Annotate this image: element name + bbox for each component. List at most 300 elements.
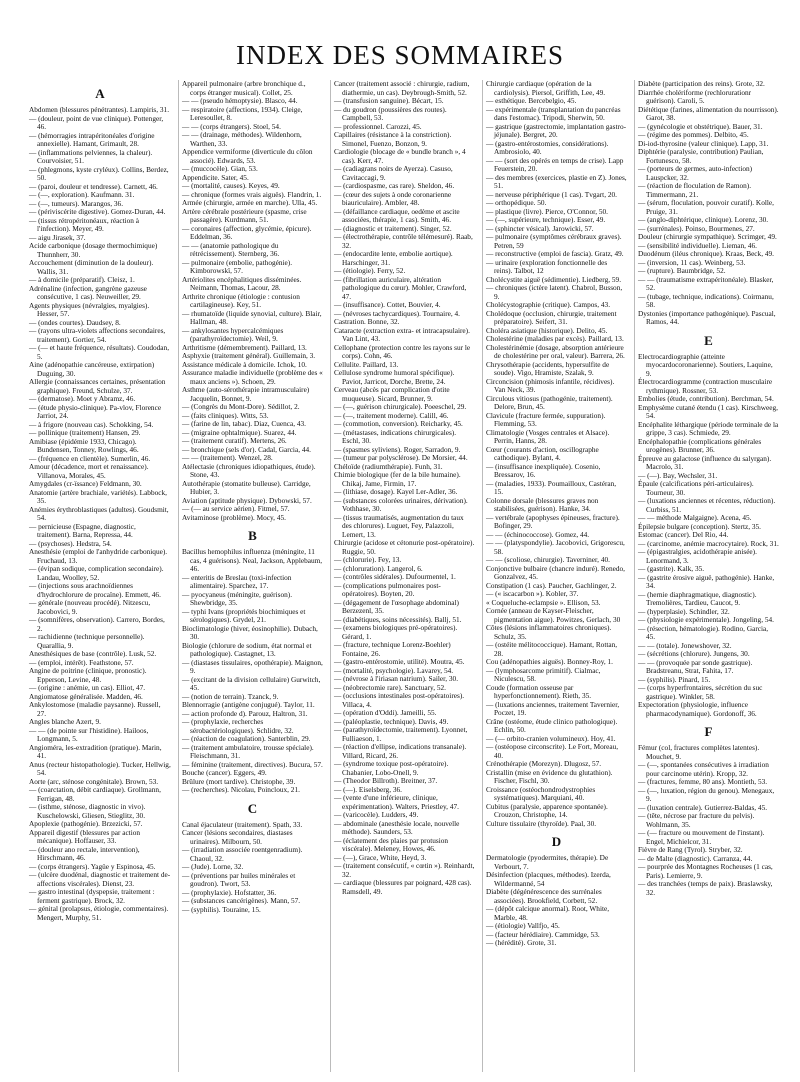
index-entry: — — (drainage, méthodes). Wildenhorn, Warthen, 33.: [182, 130, 302, 148]
index-entry: Appareil digestif (blessures par action mécanique). Hoffauser, 33.: [29, 827, 141, 845]
index-entry: — (néobrectomie rare). Sanctuary, 52.: [334, 682, 446, 692]
index-entry: — (chlorurie). Fey, 13.: [334, 555, 402, 564]
index-entry: — expérimentale (transplantation du pancréas dans l'estomac). Tripodi, Sherwin, 50.: [486, 104, 621, 122]
index-entry: — (syphilis). Touraine, 15.: [182, 904, 261, 914]
index-entry: Assurance maladie individuelle (problème des « maux anciens »). Schoen, 29.: [182, 368, 323, 386]
index-entry: Cancer (lésions secondaires, diastases urinaires). Milbourn, 50.: [182, 828, 293, 846]
index-entry: — (spasmes syliviens). Roger, Sarradon, 9.: [334, 444, 461, 454]
index-entry: Amibiase (épidémie 1933, Chicago). Bundensen, Tonney, Rowlings, 46.: [29, 436, 139, 454]
index-entry: — — (provoquée par sonde gastrique). Bradstreanu, Strat, Fahita, 17.: [638, 657, 753, 675]
index-entry: — (— orbito-cranien volumineux). Hoy, 41.: [486, 733, 616, 743]
index-entry: — (étiologie) Vallfjo, 45.: [486, 921, 560, 930]
index-entry: — (Jude). Lorne, 32.: [182, 862, 244, 871]
index-entry: Ankylostomose (maladie paysanne). Russell, 27.: [29, 700, 161, 718]
index-entry: Cristallin (mise en évidence du glutathion). Fischer, Fischl, 30.: [486, 767, 613, 785]
index-entry: — reconstructive (emploi de fascia). Gratz, 49.: [486, 249, 624, 258]
index-entry: Brûlure (mort tardive). Christophe, 39.: [182, 776, 296, 786]
index-entry: Bioclimatologie (hiver, éosinophilie). Dubach, 30.: [182, 623, 318, 641]
index-entry: — (paléoplastie, technique). Davis, 49.: [334, 716, 449, 726]
index-entry: Cornée (anneau de Kayser-Fleischer, pigmentation aigue). Powitzes, Gerlach, 30: [486, 606, 621, 624]
index-entry: — (—), Grace, White, Heyd, 3.: [334, 852, 427, 862]
index-entry: — (fréquence en clientèle). Sumerlin, 46.: [29, 453, 151, 463]
index-entry: Asthme (auto-sérothérapie intramusculaire) Jacquelin, Bonnet, 9.: [182, 385, 310, 403]
index-entry: — (gastro-entérostomies, considérations). Ambrosiolo, 40.: [486, 138, 609, 156]
index-entry: — ankylosantes hypercalcémiques (parathyroïdectomie). Weil, 9.: [182, 325, 284, 343]
index-entry: — — (pseudo hémoptysie). Blasco, 44.: [182, 96, 298, 105]
index-entry: — (diagnostic et traitement). Singer, 52.: [334, 223, 452, 233]
index-entry: — (isthme, sténose, diagnostic in vivo). Kuschelowski, Gliesen, Stieglitz, 30.: [29, 802, 146, 820]
index-entry: — (physiologie expérimentale). Jongeling, 54.: [638, 615, 774, 624]
index-entry: — — (platyspondylie). Jacobovici, Grigorescu, 58.: [486, 538, 625, 556]
index-entry: — (hyperplasie). Schindler, 32.: [638, 606, 730, 616]
index-entry: — (luxations anciennes et récentes, réduction). Curbiss, 51.: [638, 496, 776, 514]
index-entry: — (psychoses). Hedstra, 54.: [29, 538, 112, 548]
index-entry: — (origine : anémie, un cas). Elliot, 47.: [29, 683, 146, 692]
index-entry: — (dermatose). Moet y Abramz, 46.: [29, 394, 136, 403]
index-entry: Cholestérinémie (dosage, absorption antérieure de cholestérine per oral, valeur). Barrera, 26.: [486, 342, 625, 360]
index-entry: Diarrhée cholériforme (rechlorurationr guérison). Caroli, 5.: [638, 87, 752, 105]
index-entry: — bronchique (sels d'or). Cadal, Garcia, 44.: [182, 444, 311, 454]
index-entry: Bacillus hemophilus influenza (méningite, 11 cas, 4 guérisons). Neal, Jackson, Applebaum, 46.: [182, 547, 323, 573]
index-entry: Anémies érythroblastiques (adultes). Goudsmit, 54.: [29, 504, 169, 522]
index-entry: — (traitement ambulatoire, trousse spéciale). Fleischmann, 31.: [182, 742, 314, 760]
index-entry: — action profonde d). Parouz, Haltron, 31.: [182, 708, 308, 718]
index-entry: — (régime des pommes). Delbito, 45.: [638, 130, 749, 139]
index-entry: — (ostéite mélitococcique). Hamant, Rottan, 28.: [486, 640, 618, 658]
section-letter: B: [248, 528, 257, 543]
index-entry: Diabète (dégénérescence des surrénales associées). Brookfield, Corbett, 52.: [486, 887, 602, 905]
index-entry: — (dépôt calcique anormal). Root, White, Marble, 48.: [486, 904, 610, 922]
index-entry: — (maladies, 1933). Poumailloux, Castéran, 15.: [486, 478, 617, 496]
index-entry: — (recherches). Nicolau, Poincloux, 21.: [182, 785, 300, 794]
index-entry: Épreuve au galactose (influence du salyrgan). Macrolo, 31.: [638, 453, 772, 471]
index-entry: Diphtérie (paralysie, contribution) Paulian, Fortunesco, 58.: [638, 147, 764, 165]
index-entry: — — (de pointe sur l'histidine). Hailoos, Longmann, 5.: [29, 725, 149, 743]
index-entry: Climatologie (Vosges centrales et Alsace). Perrin, Hanns, 28.: [486, 427, 610, 445]
index-entry: — (métastases, indications chirurgicales). Eschl, 30.: [334, 427, 457, 445]
index-entry: Épaule (calcifications péri-articulaires). Tourneur, 30.: [638, 479, 754, 497]
index-entry: Électrocardiogramme (contraction musculaire rythmique). Rossner, 53.: [638, 377, 773, 395]
index-entry: — (traitement consécutif, « cœtin »). Reinhardt, 32.: [334, 861, 475, 879]
index-entry: — des tranchées (temps de paix). Braslawsky, 32.: [638, 879, 773, 897]
index-entry: — — (traumatisme extrapéritonéale). Blasker, 52.: [638, 274, 774, 292]
index-entry: Allergie (connaissances certaines, présentation graphique). Freund, Schulze, 37.: [29, 377, 166, 395]
index-entry: — (électrothérapie, contrôle télémesuré). Raab, 32.: [334, 232, 473, 250]
index-entry: — (—, exploration). Kaufmann. 31.: [29, 190, 135, 199]
index-entry: — (sphincter vésical). Jarowicki, 57.: [486, 223, 594, 233]
index-entry: — (— fracture ou mouvement de l'instant). Engel, Michielcor, 31.: [638, 828, 765, 846]
index-entry: Biologie (chlorure de sodium, état normal et pathologique). Castagnet, 13.: [182, 640, 312, 658]
index-entry: — respiratoire (affections, 1934). Cleige, Leresoullet, 8.: [182, 104, 303, 122]
index-entry: Chrysothérapie (accidents, hypersulfite de soude). Vigo, Hramiste, Szalak, 9.: [486, 359, 610, 377]
index-entry: — — (échinococcose). Gomez, 44.: [486, 529, 590, 539]
index-entry: — (varicocèle). Ludders, 49.: [334, 810, 419, 819]
index-entry: — (inflammations pelviennes, la chaleur). Courvoisier, 51.: [29, 147, 153, 165]
index-entry: — (luxation centrale). Gutierrez-Baldas, 45.: [638, 802, 768, 812]
index-entry: Angles blanche Azert, 9.: [29, 717, 101, 726]
index-entry: Coude (formation osseuse par hyperfonctionnement). Rieth, 35.: [486, 682, 592, 700]
index-column-5: [634, 80, 782, 1072]
index-entry: Estomac (cancer). Del Rio, 44.: [638, 530, 729, 539]
index-entry: Apoplexie (pathogénie). Brzezicki, 57.: [29, 819, 143, 828]
index-entry: Cellophane (protection contre les rayons sur le corps). Cohn, 46.: [334, 342, 471, 360]
index-entry: — (—). Bay, Wechsler, 31.: [638, 470, 718, 480]
index-entry: — (mortalité, psychologie). Lavarey, 54.: [334, 665, 454, 675]
index-entry: — (tumeur par polysclérose). De Morsier, 44.: [334, 453, 468, 462]
index-entry: — — (scoliose, chirurgie). Taverniner, 40.: [486, 555, 610, 564]
index-entry: — (lithiase, dosage). Kayel Ler-Adler, 36.: [334, 487, 458, 496]
index-entry: Duodénum (iléus chronique). Kraas, Beck, 49.: [638, 249, 774, 258]
index-columns: [26, 80, 782, 1072]
index-entry: — aigu Jirasek, 37.: [29, 232, 86, 242]
section-letter: D: [551, 834, 562, 849]
index-entry: Cancer (traitement associé : chirurgie, radium, diathermie, un cas). Deybrough-Smith, 52.: [334, 80, 470, 97]
index-entry: — (examens biologiques pré-opératoires). Gérard, 1.: [334, 623, 458, 641]
index-entry: Emphysème cutané étendu (1 cas). Kirschweeg, 54.: [638, 402, 779, 420]
index-entry: Épilepsie bulgare (conception). Stertz, 35.: [638, 521, 761, 531]
index-entry: — (anglo-diphtérique, clinique). Lorenz, 30.: [638, 215, 769, 224]
index-entry: — — (sort des opérés en temps de crise). Lapp Feuerstein, 20.: [486, 155, 624, 173]
index-entry: Cardiologie (blocage de « bundle branch », 4 cas). Kerr, 47.: [334, 147, 466, 165]
index-entry: — (fractures, femme, 80 ans). Montieth, 53.: [638, 777, 768, 786]
index-entry: — (sensibilité individuelle). Lieman, 46.: [638, 240, 757, 250]
index-entry: — (sécrétions (chlorure). Jungens, 30.: [638, 649, 750, 658]
index-entry: Anesthésie (emploi de l'anhydride carbonique). Fruchaud, 13.: [29, 547, 168, 565]
index-entry: — (surrénales). Poinso, Bourmenes, 27.: [638, 223, 755, 233]
index-entry: — pulmonaire (embolie, pathogénie). Kimborowskï, 57.: [182, 257, 293, 275]
index-entry: — (traitement curatif). Mertens, 26.: [182, 436, 287, 445]
index-entry: Diététique (farines, alimentation du nourrisson). Garot, 38.: [638, 104, 779, 122]
index-entry: Appendicite. Sater, 45.: [182, 172, 249, 182]
index-entry: — (somnifères, observation). Carrero, Bordes, 2.: [29, 615, 165, 633]
index-entry: — (emploi, intérêt). Feathstone, 57.: [29, 657, 134, 667]
index-entry: — (porteurs de germes, auto-infection) Lauspcker, 32.: [638, 164, 753, 182]
index-entry: — (complications pulmonaires post-opératoires). Boyten, 20.: [334, 580, 441, 598]
index-entry: — chronique (formes vrais aiguës). Flandrin, 1.: [182, 189, 322, 199]
index-entry: — gastrique (gastrectomie, implantation gastro-jéjunale). Bergret, 20.: [486, 121, 627, 139]
index-entry: Agents physiques (névralgies, myalgies). Hesser, 57.: [29, 300, 150, 318]
index-entry: Castration. Bonne, 32.: [334, 317, 400, 326]
index-entry: — — (traitement). Wenzel, 28.: [182, 453, 273, 462]
index-entry: — (tête, nécrose par fracture du pelvis). Wohlmann, 35.: [638, 811, 755, 829]
index-entry: — coronaires (affection, glycémie, épicure). Eddelman, 36.: [182, 223, 312, 241]
index-entry: — (hérédité). Grote, 31.: [486, 938, 557, 947]
index-entry: Appendice vermiforme (diverticule du côlon associé). Edwards, 53.: [182, 147, 313, 165]
index-entry: — (douleur, point de vue clinique). Pottenger, 46.: [29, 113, 164, 131]
index-entry: — de Malte (diagnostic). Carranza, 44.: [638, 853, 753, 863]
index-entry: Diabète (participation des reins). Grote, 32.: [638, 80, 765, 88]
index-entry: Douleur (chirurgie sympathique). Scrimger, 49.: [638, 232, 777, 241]
index-entry: — (insuffisance). Cottet, Bouvier, 4.: [334, 300, 441, 309]
index-entry: — (—, traitement moderne). Calill, 46.: [334, 410, 449, 420]
index-entry: — urinaire (exploration fonctionnelle des reins). Talbot, 12: [486, 257, 608, 275]
index-entry: — (rayons ultra-violets affections secondaires, traitement). Gortier, 54.: [29, 326, 166, 344]
index-column-3: [330, 80, 478, 1072]
index-entry: Amygdales (cr-ïssance) Feldmann, 30.: [29, 479, 142, 488]
index-entry: — (inversion, 11 cas). Weinberg, 53.: [638, 257, 746, 267]
index-entry: — esthétique. Bercebelgio, 45.: [486, 96, 577, 105]
index-entry: Colonne dorsale (blessures graves non stabilisées, guérison). Hanke, 34.: [486, 495, 599, 513]
index-entry: — (prophylaxie, recherches sérobactériologiques). Schlidre, 32.: [182, 717, 294, 735]
index-entry: — — méthode Malgaigne). Acena, 45.: [638, 513, 752, 522]
index-entry: — (névrose à l'iriasan natrium). Sailer, 30.: [334, 674, 459, 683]
index-entry: Angiomatose généralisée. Madden, 46.: [29, 691, 143, 701]
index-entry: Dystonies (importance pathogénique). Pascual, Ramos, 44.: [638, 308, 776, 326]
index-entry: Assistance médicale à domicile. Ichok, 10.: [182, 359, 307, 369]
index-entry: — (Theodor Billroth). Breitner, 37.: [334, 776, 438, 785]
index-entry: — (gynécologie et obstétrique). Bauer, 31.: [638, 121, 763, 131]
index-entry: — (cœur des sujets à onde coronarienne biauriculaire). Ambler, 48.: [334, 189, 452, 207]
page-title: INDEX DES SOMMAIRES: [235, 40, 565, 70]
index-entry: — (vente d'une inférieure, clinique, expérimentation). Walters, Priestley, 47.: [334, 793, 459, 811]
index-entry: Asphyxie (traitement général). Guillemain, 3.: [182, 351, 316, 360]
index-entry: — féminine (traitement, directives). Bucura, 57.: [182, 759, 323, 769]
index-entry: — gastro intestinal (dyspepsie, traitement : ferment gastrique). Brock, 32.: [29, 887, 155, 905]
index-entry: Croissance (ostéochondrodystrophies systématiques). Marquiani, 40.: [486, 784, 596, 802]
index-entry: — (lymphosarcome primitif). Cialmac, Niculescu, 58.: [486, 665, 601, 683]
index-entry: Dermatologie (pyodermites, thérapie). De Verbourt, 7.: [486, 853, 609, 871]
index-entry: — (corps étrangers). Yagüe y Espinosa, 45.: [29, 861, 156, 871]
index-entry: — — (corps étrangers). Stoel, 54.: [182, 121, 281, 131]
index-entry: Chimie biologique (fer de la bile humaine). Chikaj, Jame, Firmin, 17.: [334, 470, 461, 488]
index-entry: Di-iod-thyrosine (valeur clinique). Lapp, 31.: [638, 138, 769, 148]
index-entry: — (notion de terrain). Tzanck, 9.: [182, 691, 279, 701]
index-entry: — (paroi, douleur et tendresse). Carnett, 46.: [29, 181, 158, 191]
index-entry: — des membres (exercices, plastie en Z). Jones, 51.: [486, 172, 627, 190]
index-entry: — (excitant de la division cellulaire) Gurwitch, 45.: [182, 674, 321, 692]
index-entry: Cholécystite aiguë (sédimentie). Liedberg, 59.: [486, 274, 622, 284]
index-entry: — (insuffisance inexpliquée). Cosenio, Bressarov, 16.: [486, 461, 601, 479]
index-entry: Conjonctive bulbaire (chancre induré). Renedo, Gonzalvez, 45.: [486, 563, 625, 581]
index-column-2: [178, 80, 326, 1072]
index-entry: — (ostéopose circonscrite). Le Fort, Moreau, 40.: [486, 742, 619, 760]
index-entry: — (ondes courtes). Daudsey, 8.: [29, 317, 121, 327]
index-entry: Aine (adénopathie cancéreuse, extirpation) Duguing, 30.: [29, 360, 155, 378]
index-entry: Anus (recteur histopathologie). Tucker, Hellwig, 54.: [29, 759, 171, 777]
index-entry: Autothérapie (stomatite bulleuse). Carridge, Hubier, 3.: [182, 478, 311, 496]
index-entry: — (cadiagrans noirs de Ayerza). Casuso, Cavitaccagi, 9.: [334, 164, 453, 182]
index-entry: Artère cérébrale postérieure (spasme, crise passagère). Kurdmann, 51.: [182, 206, 307, 224]
index-entry: Circoncision (phimosis infantile, récidives). Van Neck, 39.: [486, 376, 615, 394]
index-entry: — (« iscacarbon »). Kobler, 37.: [486, 589, 579, 598]
index-entry: Circulous vitiosus (pathogénie, traitement). Delore, Brun, 45.: [486, 393, 613, 411]
index-entry: Crâne (ostéome, étude clinico pathologique). Echlin, 50.: [486, 716, 618, 734]
index-entry: — (syphilis). Pinard, 15.: [638, 674, 711, 684]
index-entry: — (évipan sodique, complication secondaire). Landau, Woolley, 52.: [29, 564, 164, 582]
index-entry: — (hémorragies intrapéritonéales d'origine annexielle). Hamant, Grimault, 28.: [29, 130, 155, 148]
index-entry: Cerveau (abcès par complication d'otite muqueuse). Sicard, Brunner, 9.: [334, 385, 450, 403]
index-entry: — (chloruration). Langerol, 6.: [334, 563, 423, 573]
index-entry: — (défaillance cardiaque, oedème et ascite associées, thérapie, 1 cas). Smith, 46.: [334, 206, 460, 224]
index-entry: — (coarctation, débit cardiaque). Grollmann, Ferrigan, 48.: [29, 785, 161, 803]
index-entry: — (syndrome toxique post-opératoire). Chabanier, Lobo-Onell, 9.: [334, 759, 449, 777]
index-entry: — (mortalité, causes). Keyes, 49.: [182, 181, 280, 190]
index-entry: Artériolites encéphalitiques disséminées. Neimann, Thomas, Lacour, 28.: [182, 274, 302, 292]
index-entry: — (facteur hérédiaire). Cammidge, 53.: [486, 929, 600, 939]
index-entry: — (contrôles sidérales). Dufourmentel, 1.: [334, 572, 456, 581]
index-entry: — (tissus rétropéritonéaux, réaction à l'infection). Meyer, 49.: [29, 215, 140, 233]
index-entry: — (—, tumeurs). Marangos, 36.: [29, 198, 124, 208]
index-entry: Abdomen (blessures pénétrantes). Lampiris, 31.: [29, 105, 170, 114]
index-entry: — (parathyroïdectomie, traitement). Lyonnet, Fulliaeson, 1.: [334, 725, 468, 743]
index-entry: — (étiologie). Ferry, 52.: [334, 266, 406, 275]
index-entry: — (périviscérite digestive). Gomez-Duran, 44.: [29, 207, 166, 216]
index-entry: — professionnel. Carozzi, 45.: [334, 121, 422, 131]
index-entry: Fémur (col, fractures complètes latentes). Mouchet, 9.: [638, 743, 760, 761]
index-entry: — (gastrite érosive aiguë, pathogénie). Hanke, 34.: [638, 572, 775, 590]
section-letter: A: [95, 86, 105, 101]
index-entry: Capillaires (résistance à la constriction). Simonel, Fuenzo, Bonzon, 9.: [334, 130, 452, 148]
index-entry: — (diastases tissulaires, opothérapie). Maignon, 9.: [182, 657, 323, 675]
index-entry: Amour (décadence, mort et renaissance). Villanova, Morales, 45.: [29, 462, 149, 480]
index-column-4: [482, 80, 630, 1072]
index-entry: Bouche (cancer). Eggers, 49.: [182, 768, 267, 777]
index-entry: — (substances cancérigènes). Mann, 57.: [182, 896, 301, 905]
index-entry: — (fibrillation auriculaire, altération pathologique du cœur). Mohler, Crawford, 47.: [334, 274, 467, 301]
index-entry: — (migraine ophtalmique). Suarez, 44.: [182, 427, 297, 437]
index-entry: — (injections sous arachnoïdiennes d'hydrochlorure de procaïne). Emmett, 46.: [29, 581, 161, 599]
index-column-1: [26, 80, 174, 1072]
index-entry: — (— au service aérien). Fitmel, 57.: [182, 504, 290, 513]
index-entry: Adrénaline (infection, gangrène gazeuse consécutive, 1 cas). Neuweiller, 29.: [29, 283, 147, 301]
index-entry: — (—, luxation, région du genou). Menegaux, 9.: [638, 785, 775, 803]
index-entry: — (résection, hématologie). Rodino, Garcia, 45.: [638, 623, 769, 641]
index-entry: — typhi Ivans (propriétés biochimiques et sérologiques). Grydel, 21.: [182, 606, 306, 624]
index-entry: Blennorragie (antigène conjugué). Taylor, 11.: [182, 700, 315, 709]
index-entry: Electrocardiographie (atteinte myocardocoronarienne). Soutiers, Laquine, 9.: [638, 351, 773, 378]
index-entry: — (fracture, technique Lorenz-Boehler) Fontaine, 26.: [334, 640, 451, 658]
index-entry: — (occlusions intestinales post-opératoires). Villaca, 4.: [334, 691, 465, 709]
index-entry: — (endocardite lente, embolie aortique). Harschinger, 31.: [334, 249, 453, 267]
index-entry: — (sérum, floculation, pouvoir curatif). Kolle, Pruige, 31.: [638, 198, 774, 216]
index-entry: — (Congrès du Mont-Dore). Sédillot, 2.: [182, 402, 300, 411]
index-entry: — pernicieuse (Espagne, diagnostic, traitement). Barna, Repressa, 44.: [29, 521, 136, 539]
index-entry: — orthopédique. 50.: [486, 198, 547, 207]
index-entry: Avitaminose (problème). Mocy, 45.: [182, 512, 286, 522]
index-entry: — rhumatoïde (liquide synovial, culture). Blair, Hallman, 48.: [182, 308, 322, 326]
index-entry: — (transfusion sanguine). Bécart, 15.: [334, 96, 444, 105]
index-entry: — cardiaque (blessures par poignard, 428 cas). Ramsdell, 49.: [334, 878, 472, 896]
index-entry: Armée (chirurgie, armée en marche). Ulla, 45.: [182, 198, 318, 207]
index-entry: — (cardiospasme, cas rare). Sheldon, 46.: [334, 181, 455, 190]
index-entry: — (névroses tachycardiques). Tournaire, 4.: [334, 308, 460, 318]
index-entry: — (hernie diaphragmatique, diagnostic). Tremolières, Tardieu, Caucot, 9.: [638, 589, 757, 607]
index-entry: — (—, spontanées consécutives à irradiation pour carcinome utérin). Kropp, 32.: [638, 760, 769, 778]
index-entry: Aviation (aptitude physique). Dybowski, 57.: [182, 495, 312, 505]
index-entry: — (étude physio-clinique). Pa-vlov, Florence Jarriot, 24.: [29, 402, 162, 420]
index-entry: — (—, guérison chirurgicale). Poeeschel, 29.: [334, 402, 467, 411]
index-entry: — (luxations anciennes, traitement Tavernier, Poczet, 19.: [486, 699, 620, 717]
index-entry: — à frigore (nouveau cas). Schokking, 54.: [29, 419, 154, 429]
index-entry: Choléra asiatique (historique). Delito, 45.: [486, 325, 608, 335]
index-entry: — (—). Eiselsberg, 36.: [334, 784, 402, 794]
index-entry: Expectoration (physiologie, influence pharmacodynamique). Gordonoff, 36.: [638, 700, 757, 718]
index-entry: — (muccocèle). Gian, 53.: [182, 164, 258, 173]
index-entry: Cœur (courants d'action, oscillographe cathodique). Bylant, 4.: [486, 444, 599, 462]
index-entry: Angioméra, les-extradition (pratique). Marin, 41.: [29, 742, 162, 760]
index-entry: — générale (nouveau procédé). Nitzescu, Jacobovici, 9.: [29, 598, 151, 616]
index-entry: — vertébrale (apophyses épineuses, fracture). Bofinger, 29.: [486, 512, 620, 530]
index-entry: — (préventions par huiles minérales et goudron). Twort, 53.: [182, 870, 296, 888]
index-entry: — (réaction de coagulation). Santerblin, 29.: [182, 734, 311, 743]
index-entry: — (ulcère duodénal, diagnostic et traitement de-affections viscérales). Dienst, 23.: [29, 870, 171, 888]
index-entry: Angine de poitrine (clinique, pronostic). Epperson, Levine, 48.: [29, 666, 147, 684]
index-entry: — (phlegmons, kyste cryléux). Collins, Berdez, 50.: [29, 164, 169, 182]
index-entry: Atélectasie (chroniques idiopathiques, étude). Stone, 43.: [182, 461, 316, 479]
index-entry: — du goudron (poussières des routes). Campbell, 53.: [334, 104, 447, 122]
index-entry: — (faits cliniques). Witts, 53.: [182, 410, 269, 420]
index-entry: Arthritisme (démembrement). Paillard, 13.: [182, 342, 307, 352]
section-letter: F: [704, 724, 713, 739]
index-entry: — (carcinome, anémie macrocytaire). Rock, 31.: [638, 538, 779, 548]
index-entry: — (opération d'Oddi). Jameilli, 55.: [334, 708, 437, 717]
index-entry: Encéphalopathie (complications générales urogènes). Brunner, 36.: [638, 436, 762, 454]
index-entry: — (dégagement de l'œsophage abdominal) Berzezenl, 35.: [334, 597, 459, 615]
index-entry: Fièvre de Rang (Tyrol). Stryber, 32.: [638, 845, 743, 854]
index-entry: Culture tissulaire (thyroïde). Paal, 30.: [486, 818, 597, 828]
index-entry: — (—, supérieure, technique). Esser, 49.: [486, 215, 606, 224]
index-entry: — (douleur ano rectale, intervention), Hirschmann, 46.: [29, 844, 140, 862]
index-entry: Côtes (lésions inflammatoires chroniques). Schulz, 35.: [486, 623, 612, 641]
index-entry: — (éclatement des plaies par protusion viscérale). Meleney, Howes, 46.: [334, 835, 449, 853]
index-entry: Cou (adénopathies aiguës). Bonney-Roy, 1.: [486, 657, 613, 666]
index-entry: Arthrite chronique (étiologie : contusion cartilagineuse). Key, 51.: [182, 291, 300, 309]
index-entry: Cubitus (paralysie, apparence spontanée). Crouzon, Christophe, 14.: [486, 801, 608, 819]
index-entry: — pyocyaneus (méningite, guérison). Shewbridge, 35.: [182, 589, 293, 607]
index-entry: Désinfection (placques, méthodes). Izerda, Wildermanné, 54: [486, 870, 611, 888]
index-entry: — (— et haute fréquence, résultats). Coudodan, 5.: [29, 343, 170, 361]
index-entry: — plastique (livre). Pierce, O'Connor, 50.: [486, 206, 609, 216]
index-entry: Appareil pulmonaire (arbre bronchique d., corps étranger musical). Collet, 25.: [182, 80, 306, 97]
index-entry: « Coqueluche-eclampsie ». Ellison, 53.: [486, 597, 601, 607]
index-entry: — génital (prolapsus, étiologie, commentaires). Mengert, Murphy, 51.: [29, 904, 169, 922]
index-entry: Embolies (étude, contribution). Berchman, 54.: [638, 394, 774, 403]
index-entry: — (rupture). Baumbridge, 52.: [638, 266, 726, 275]
index-entry: — enteritis de Breslau (toxi-infection alimentaire). Sparchez, 17.: [182, 572, 292, 590]
index-entry: — (tissus traumatisés, augmentation du taux des chlorures). Luguet, Fey, Palazzoli, Lemert, 13.: [334, 512, 464, 539]
index-entry: — (réaction d'ellipse, indications transanale). Villard, Ricard, 26.: [334, 742, 467, 760]
index-entry: Aorte (arc, sténose congénitale). Brown, 53.: [29, 776, 159, 786]
index-entry: Cholestérine (maladies par excès). Paillard, 13.: [486, 334, 624, 343]
section-letter: C: [247, 800, 258, 816]
index-entry: Encéphalite léthargique (période terminale de la grippe, 3 cas). Schmiede, 29.: [638, 419, 779, 437]
index-entry: — abdominale (anesthésie locale, nouvelle méthode). Saunders, 53.: [334, 818, 460, 836]
index-entry: Crénothérapie (Morezyn). Dlugosz, 57.: [486, 759, 602, 768]
index-entry: Constipation (1 cas). Paucher, Gachlinger, 2.: [486, 580, 617, 590]
index-entry: Chirurgie (acidose et cétonurie post-opératoire). Ruggie, 50.: [334, 538, 475, 556]
index-entry: Cataracte (extraction extra- et intracapsulaire). Van Lint, 43.: [334, 325, 470, 343]
index-entry: — (épigastralgies, acidothérapie anisée). Lenormand, 3.: [638, 547, 757, 565]
section-letter: E: [704, 332, 713, 348]
index-entry: — (réaction de floculation de Ramon). Timmermann, 21.: [638, 181, 752, 199]
index-entry: — pourprée des Montagnes Rocheuses (1 cas, Paris). Lemierre, 9.: [638, 862, 773, 880]
index-entry: Cholédoque (occlusion, chirurgie, traitement préparatoire). Seifert, 31.: [486, 308, 617, 326]
index-entry: Clavicule (fracture fermée, suppuration). Flemming, 53.: [486, 410, 606, 428]
index-entry: Canal éjaculateur (traitement). Spath, 33.: [182, 819, 303, 829]
index-entry: Acide carbonique (dosage thermochimique) Thunnherr, 30.: [29, 241, 158, 259]
index-entry: — (gastro-entérostomie, utilité). Moutra, 45.: [334, 657, 465, 666]
index-entry: — pollinique (traitement) Hansen, 29.: [29, 428, 141, 437]
index-entry: — pulmonaire (symptômes cérébraux graves). Petren, 59: [486, 232, 622, 250]
index-entry: Chirurgie cardiaque (opération de la cardiolysis). Piersol, Griffith, Lee, 49.: [486, 80, 606, 97]
index-entry: — chroniques (ictère latent). Chabrol, Busson, 9.: [486, 283, 623, 301]
index-entry: — à domicile (préparatif). Cleisz, 1.: [29, 275, 135, 284]
index-entry: Anesthésiques de base (contrôle). Lusk, 52.: [29, 649, 157, 658]
index-entry: — (diabétiques, soins nécessités). Ballj, 51.: [334, 614, 462, 624]
index-entry: Cellulose syndrome humoral spécifique). Paviot, Jarricot, Dorche, Brette, 24.: [334, 368, 455, 386]
index-entry: — (commotion, conversion). Reicharky, 45.: [334, 419, 463, 428]
index-entry: Accouchement (diminution de la douleur). Wallis, 31.: [29, 258, 154, 276]
